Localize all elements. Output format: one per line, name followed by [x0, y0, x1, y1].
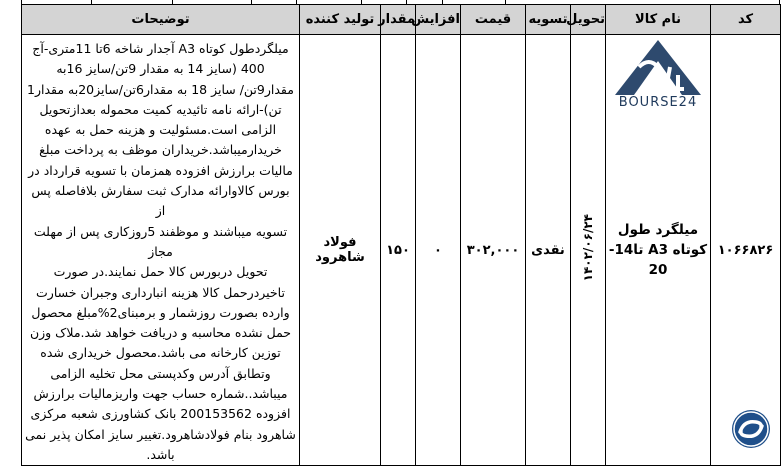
cell-producer: فولاد شاهرود — [300, 35, 381, 466]
cell-code: ۱۰۶۶۸۲۶ — [711, 35, 781, 466]
description-text: میلگردطول کوتاه A3 آجدار شاخه 6تا 11متری-آج 400 (سایز 14 به مقدار 9تن/سایز 16به مقدار9تن/ سایز 18 به مقدار6تن/سایز20به مقدار1 تن)-ارائه نامه تائیدیه کمیت محموله بعدازتحویل الزامی است.مسئولیت و هزینه حمل به عهده خریدارمیباشد.خریداران موظف به پرداخت مبلغ مالیات برارزش افزوده همزمان با تسویه قرارداد در بورس کالاوارائه مدارک ثبت سفارش بلافاصله پس از تسویه میباشند و موظفند 5روزکاری پس از مهلت مجاز تحویل دربورس کالا حمل نمایند.در صورت تاخیردرحمل کالا هزینه انبارداری وجبران خسارت وارده بصورت روزشمار و برمبنای2%مبلغ محصول حمل نشده محاسبه و دریافت خواهد شد.ملاک وزن توزین کارخانه می باشد.محصول خریداری شده وتطابق آدرس وکدپستی محل تخلیه الزامی میباشد..شماره حساب جهت واریزمالیات برارزش افزوده 200153562 بانک کشاورزی شعبه مرکزی شاهرود بنام فولادشاهرود.تغییر سایز امکان پذیر نمی باشد. — [25, 41, 296, 462]
product-name-text: میلگرد طول کوتاه A3 تا14-20 — [608, 222, 708, 279]
header-settlement: تسویه — [526, 5, 571, 35]
cell-delivery — [571, 35, 606, 466]
table-header-row — [22, 5, 781, 35]
bourse24-logo — [608, 37, 708, 119]
corner-badge[interactable] — [730, 408, 772, 450]
cell-description — [22, 35, 300, 466]
cell-quantity: ۱۵۰ — [381, 35, 416, 466]
header-quantity: مقدار — [381, 5, 416, 35]
logo-text: BOURSE24 — [618, 95, 698, 110]
table-row — [22, 35, 781, 466]
swirl-logo-icon — [730, 408, 772, 450]
header-producer: تولید کننده — [300, 5, 381, 35]
header-increase: افزایش — [416, 5, 461, 35]
delivery-date: ۱۴۰۲/۰۶/۲۴ — [581, 214, 595, 282]
bourse24-logo-mark — [608, 37, 708, 97]
header-description: توضیحات — [22, 5, 300, 35]
cell-product-name — [606, 35, 711, 466]
header-product-name: نام کالا — [606, 5, 711, 35]
header-delivery: تحویل — [571, 5, 606, 35]
header-code: کد — [711, 5, 781, 35]
cell-increase: ۰ — [416, 35, 461, 466]
cell-price: ۳۰۲,۰۰۰ — [461, 35, 526, 466]
cell-settlement: نقدی — [526, 35, 571, 466]
header-price: قیمت — [461, 5, 526, 35]
trade-table — [21, 4, 781, 466]
